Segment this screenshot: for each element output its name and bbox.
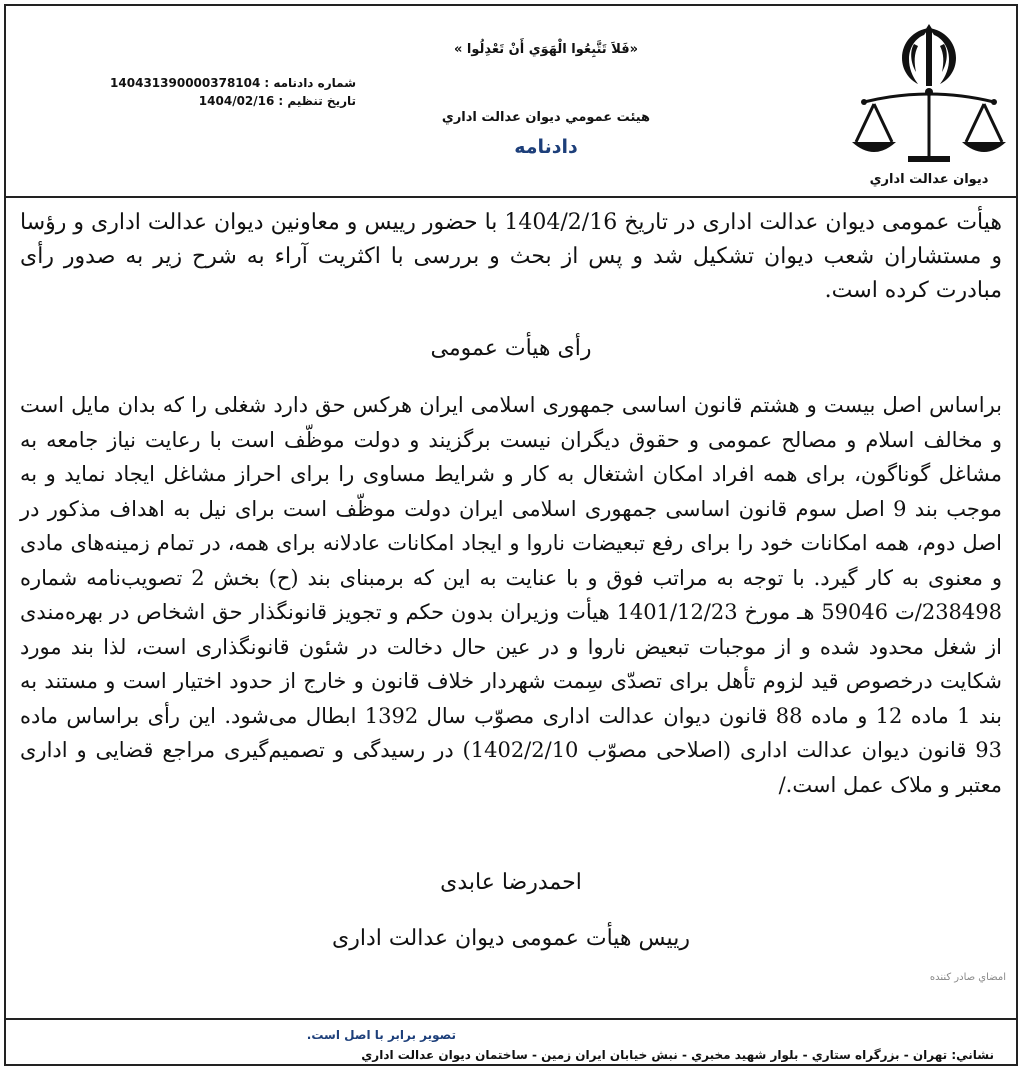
signer-title-block	[20, 926, 1002, 951]
issue-date-row	[76, 92, 356, 110]
vote-heading-block	[20, 336, 1002, 361]
letterhead	[6, 6, 1016, 198]
intro-section	[20, 206, 1002, 308]
footer	[6, 1018, 1016, 1066]
verdict-number: 140431390000378104	[110, 76, 261, 90]
certified-copy-note: تصوير برابر با اصل است.	[306, 1028, 456, 1042]
document-title: دادنامه	[514, 136, 578, 158]
vote-body-paragraph: براساس اصل بیست و هشتم قانون اساسی جمهوری اسلامی ایران هرکس حق دارد شغلی را که بدان مایل است و مخالف اسلام و مصالح عمومی و حقوق دیگران نیست برگزیند و دولت موظّف است با رعایت نیاز جامعه به مشاغل گوناگون، برای همه افراد امکان اشتغال به کار و شرایط مساوی را برای احراز مشاغل ایجاد نماید و به موجب بند 9 اصل سوم قانون اساسی جمهوری اسلامی ایران دولت موظّف است برای نیل به اهداف مذکور در اصل دوم، همه امکانات خود را برای رفع تبعیضات ناروا و ایجاد امکانات عادلانه برای همه، در تمام زمینه‌های مادی و معنوی به کار گیرد. با توجه به مراتب فوق و با عنایت به این که برمبنای بند (ح) بخش 2 تصویب‌نامه شماره 238498/ت 59046 هـ مورخ 1401/12/23 هیأت وزیران بدون حکم و تجویز قانونگذار حق اشخاص در بهره‌مندی از شغل محدود شده و از موجبات تبعیض ناروا و در عین حال دخالت در شئون قانونگذاری است، لذا بند مورد شکایت درخصوص قید لزوم تأهل برای تصدّی سِمت شهردار خلاف قانون و خارج از حدود اختیار است و مستند به بند 1 ماده 12 و ماده 88 قانون دیوان عدالت اداری مصوّب سال 1392 ابطال می‌شود. این رأی براساس ماده 93 قانون دیوان عدالت اداری (اصلاحی مصوّب 1402/2/10) در رسیدگی و تصمیم‌گیری مراجع قضایی و اداری معتبر و ملاک عمل است./	[20, 393, 1003, 797]
intro-paragraph: هیأت عمومی دیوان عدالت اداری در تاریخ 1404/2/16 با حضور رییس و معاونین دیوان عدالت اداری و رؤسا و مستشاران شعب دیوان تشکیل شد و پس از بحث و بررسی با اکثریت آراء به شرح زیر به صدور رأی مبادرت کرده است.	[20, 210, 1002, 303]
verdict-metadata	[76, 74, 356, 110]
organization-caption: ديوان عدالت اداري	[869, 172, 989, 187]
quran-verse: «فَلاَ تَتَّبِعُوا الْهَوَي أَنْ تَعْدِلُوا »	[454, 42, 638, 57]
verdict-number-row	[76, 74, 356, 92]
verdict-number-label: شماره دادنامه :	[264, 76, 356, 90]
address-line: نشاني: تهران - بزرگراه ستاري - بلوار شهيد مخبري - نبش خيابان ايران زمين - ساختمان ديوان عدالت اداري	[361, 1048, 994, 1062]
signer-block	[20, 870, 1002, 895]
issue-date: 1404/02/16	[198, 94, 275, 108]
signature-caption: امضاي صادر كننده	[929, 972, 1006, 983]
document-page	[4, 4, 1018, 1066]
signer-name: احمدرضا عابدی	[440, 870, 582, 895]
vote-body-section	[20, 388, 1002, 802]
signer-title: رییس هیأت عمومی دیوان عدالت اداری	[332, 926, 690, 951]
issuing-body-title: هيئت عمومي ديوان عدالت اداري	[441, 110, 651, 125]
vote-heading: رأی هیأت عمومی	[430, 336, 592, 361]
issue-date-label: تاريخ تنظيم :	[278, 94, 356, 108]
judiciary-emblem-icon	[844, 16, 1014, 191]
